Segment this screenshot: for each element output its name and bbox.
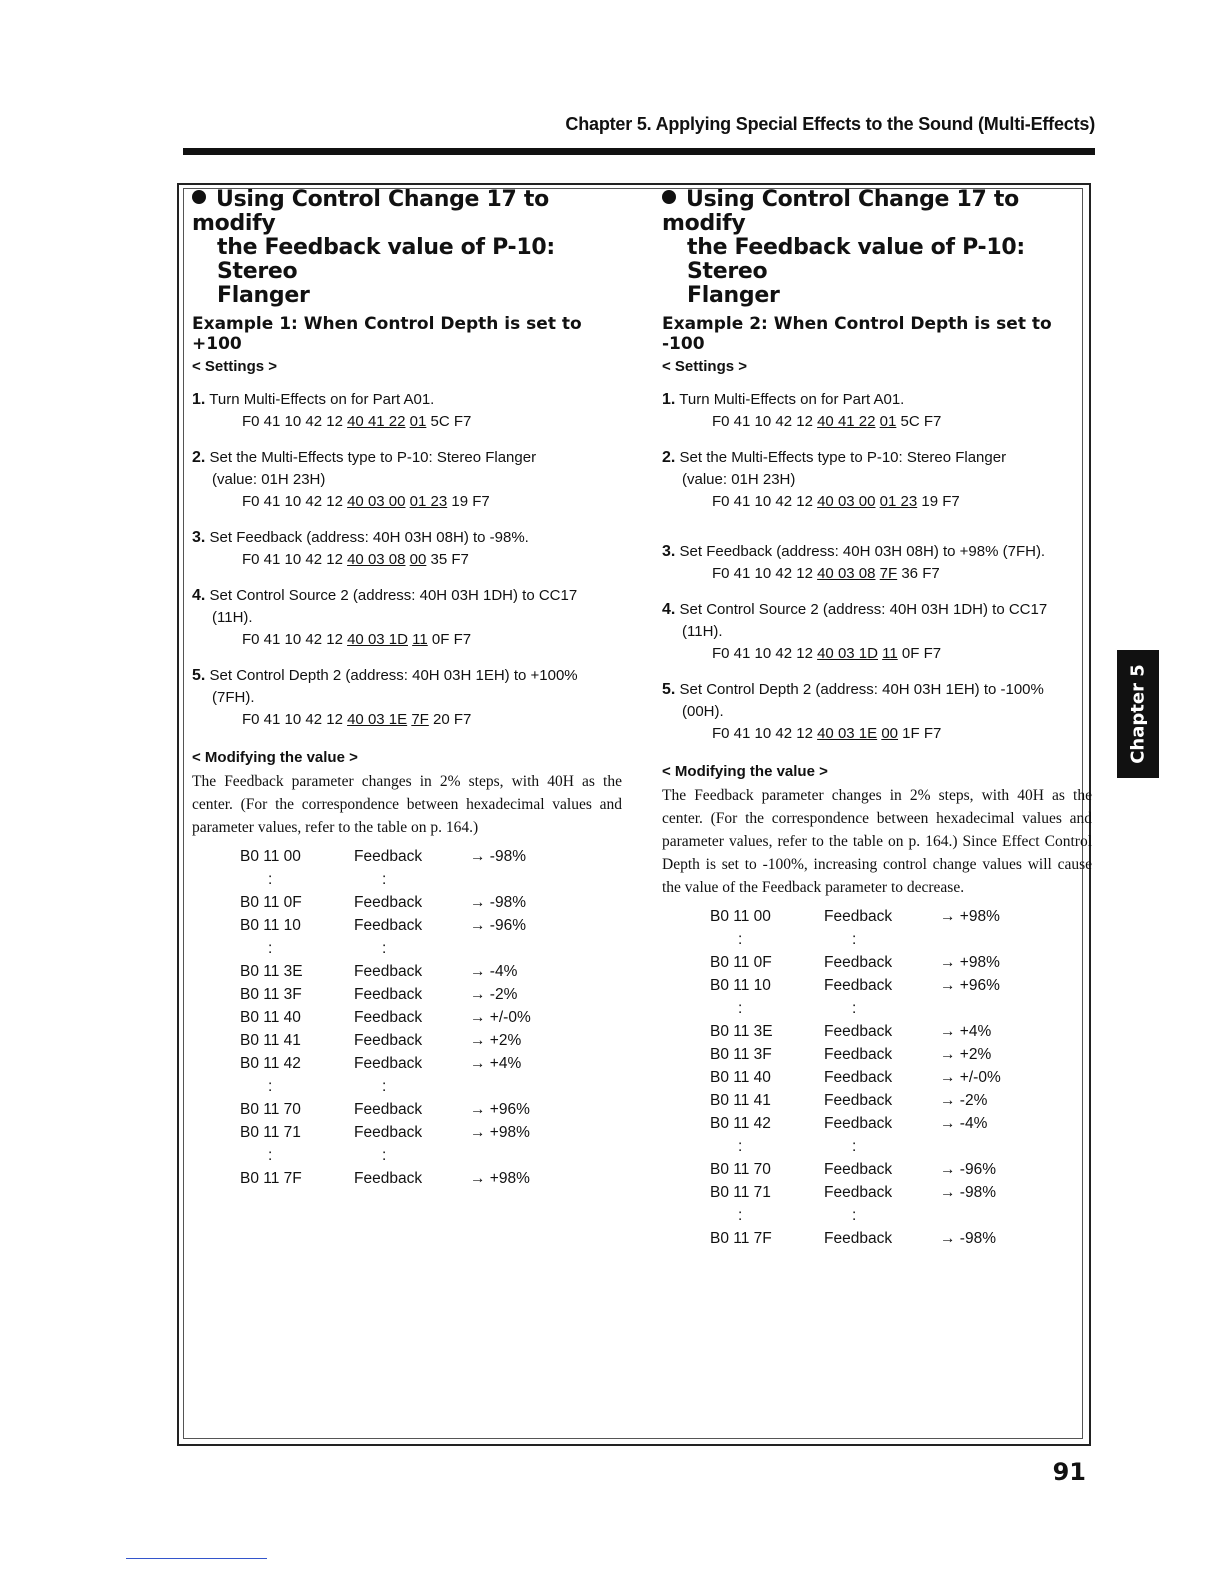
table-row	[710, 1204, 1001, 1227]
midi-message: F0 41 10 42 12 40 03 08 7F 36 F7	[712, 565, 940, 582]
midi-message: F0 41 10 42 12 40 03 1D 11 0F F7	[712, 645, 942, 662]
table-cell: B0 11 7F	[710, 1229, 772, 1247]
table-cell: → +/-0%	[470, 1008, 531, 1026]
table-cell: Feedback	[354, 893, 423, 911]
midi-message: F0 41 10 42 12 40 03 1D 11 0F F7	[242, 631, 472, 648]
bullet-icon	[192, 190, 206, 204]
table-cell: Feedback	[354, 985, 423, 1003]
table-cell: Feedback	[824, 1091, 893, 1109]
title-line: the Feedback value of P-10: Stereo	[687, 235, 1025, 284]
table-cell: Feedback	[354, 962, 423, 980]
table-cell: Feedback	[354, 1054, 423, 1072]
table-cell	[470, 1144, 531, 1167]
table-row	[710, 1181, 1001, 1204]
table-cell: → +98%	[470, 1123, 530, 1141]
table-cell: B0 11 7F	[240, 1169, 302, 1187]
table-cell: Feedback	[824, 907, 893, 925]
table-cell: :	[382, 870, 387, 888]
table-cell: Feedback	[354, 916, 423, 934]
table-row	[240, 983, 531, 1006]
table-cell	[940, 1135, 1001, 1158]
table-cell: → +98%	[940, 953, 1000, 971]
table-cell: → -96%	[940, 1160, 996, 1178]
table-cell: B0 11 41	[240, 1031, 301, 1049]
table-cell: :	[268, 1146, 273, 1164]
table-cell: B0 11 3E	[710, 1022, 773, 1040]
table-cell: B0 11 42	[710, 1114, 771, 1132]
table-cell: → +2%	[940, 1045, 992, 1063]
table-cell: Feedback	[824, 1045, 893, 1063]
table-cell: B0 11 71	[710, 1183, 771, 1201]
table-cell: → +4%	[940, 1022, 992, 1040]
table-cell: Feedback	[824, 1229, 893, 1247]
bullet-icon	[662, 190, 676, 204]
modifying-heading: < Modifying the value >	[192, 749, 358, 766]
table-cell	[470, 868, 531, 891]
table-cell: → -4%	[470, 962, 518, 980]
table-cell: Feedback	[824, 1114, 893, 1132]
table-row	[710, 1020, 1001, 1043]
table-cell: :	[852, 1206, 857, 1224]
step-1: 1. Turn Multi-Effects on for Part A01. F0 41 10 42 12 40 41 22 01 5C F7	[662, 389, 1092, 433]
table-cell: Feedback	[354, 847, 423, 865]
table-row	[240, 1121, 531, 1144]
table-cell: :	[738, 1137, 743, 1155]
title-line: Flanger	[217, 283, 310, 308]
table-cell: → +98%	[470, 1169, 530, 1187]
table-row	[240, 1075, 531, 1098]
table-cell: Feedback	[824, 1183, 893, 1201]
table-cell: B0 11 3F	[240, 985, 302, 1003]
chapter-side-tab	[1117, 650, 1159, 778]
table-row	[710, 1158, 1001, 1181]
example-subtitle: Example 2: When Control Depth is set to -100	[662, 314, 1052, 354]
section-title	[192, 188, 622, 308]
step-1: 1. Turn Multi-Effects on for Part A01. F0 41 10 42 12 40 41 22 01 5C F7	[192, 389, 622, 433]
table-cell: B0 11 70	[240, 1100, 301, 1118]
table-cell: Feedback	[824, 1022, 893, 1040]
table-cell: → -98%	[470, 847, 526, 865]
table-cell: :	[268, 1077, 273, 1095]
example-subtitle: Example 1: When Control Depth is set to +100	[192, 314, 582, 354]
title-line: Using Control Change 17 to modify	[662, 187, 1019, 236]
table-cell: Feedback	[824, 976, 893, 994]
table-cell: B0 11 71	[240, 1123, 301, 1141]
feedback-table	[240, 845, 531, 1190]
table-row	[240, 937, 531, 960]
settings-heading: < Settings >	[662, 358, 748, 375]
table-cell: Feedback	[824, 1068, 893, 1086]
midi-message: F0 41 10 42 12 40 03 08 00 35 F7	[242, 551, 469, 568]
table-cell: Feedback	[824, 1160, 893, 1178]
table-row	[240, 1144, 531, 1167]
footer-line	[126, 1558, 267, 1559]
table-row	[240, 1098, 531, 1121]
title-line: Flanger	[687, 283, 780, 308]
table-cell: B0 11 40	[240, 1008, 301, 1026]
table-cell: :	[738, 1206, 743, 1224]
modifying-heading: < Modifying the value >	[662, 763, 828, 780]
table-cell: :	[852, 930, 857, 948]
table-cell: B0 11 0F	[710, 953, 772, 971]
page-number: 91	[1052, 1458, 1086, 1486]
step-5: 5. Set Control Depth 2 (address: 40H 03H 1EH) to +100% (7FH). F0 41 10 42 12 40 03 1E 7F 20 F7	[192, 665, 622, 731]
table-cell: Feedback	[354, 1008, 423, 1026]
table-row	[710, 974, 1001, 997]
header-rule	[183, 148, 1095, 155]
table-cell: → -4%	[940, 1114, 988, 1132]
table-row	[710, 1112, 1001, 1135]
table-cell: B0 11 40	[710, 1068, 771, 1086]
table-cell: B0 11 3E	[240, 962, 303, 980]
table-cell	[470, 1075, 531, 1098]
step-3: 3. Set Feedback (address: 40H 03H 08H) to +98% (7FH). F0 41 10 42 12 40 03 08 7F 36 F7	[662, 541, 1092, 585]
table-cell: → +2%	[470, 1031, 522, 1049]
step-5: 5. Set Control Depth 2 (address: 40H 03H 1EH) to -100% (00H). F0 41 10 42 12 40 03 1E 00 1F F7	[662, 679, 1092, 745]
settings-heading: < Settings >	[192, 358, 278, 375]
table-cell: → -98%	[940, 1229, 996, 1247]
step-4: 4. Set Control Source 2 (address: 40H 03H 1DH) to CC17 (11H). F0 41 10 42 12 40 03 1D 11 0F F7	[192, 585, 622, 651]
table-cell: B0 11 70	[710, 1160, 771, 1178]
table-cell: Feedback	[354, 1123, 423, 1141]
table-cell	[470, 937, 531, 960]
left-column	[192, 188, 622, 1190]
modifying-paragraph: The Feedback parameter changes in 2% steps, with 40H as the center. (For the correspondence between hexadecimal values and parameter values, refer to the table on p. 164.) Since Effect Control Depth is set to -100%, increasing control change values will cause the value of the Feedback parameter to decrease.	[662, 787, 1092, 896]
table-cell: B0 11 10	[710, 976, 771, 994]
table-cell: Feedback	[354, 1031, 423, 1049]
table-cell: → +96%	[470, 1100, 530, 1118]
table-cell: → +4%	[470, 1054, 522, 1072]
modifying-paragraph: The Feedback parameter changes in 2% steps, with 40H as the center. (For the correspondence between hexadecimal values and parameter values, refer to the table on p. 164.)	[192, 773, 622, 836]
table-row	[710, 997, 1001, 1020]
step-2: 2. Set the Multi-Effects type to P-10: Stereo Flanger (value: 01H 23H) F0 41 10 42 12 40 03 00 01 23 19 F7	[662, 447, 1092, 513]
table-cell: → -96%	[470, 916, 526, 934]
table-row	[710, 928, 1001, 951]
midi-message: F0 41 10 42 12 40 41 22 01 5C F7	[712, 413, 942, 430]
table-row	[710, 1089, 1001, 1112]
table-cell: :	[738, 930, 743, 948]
table-row	[240, 868, 531, 891]
table-cell: B0 11 3F	[710, 1045, 772, 1063]
table-row	[710, 1066, 1001, 1089]
table-cell: :	[268, 939, 273, 957]
table-row	[710, 1135, 1001, 1158]
table-cell: B0 11 00	[240, 847, 301, 865]
table-row	[710, 951, 1001, 974]
table-cell: :	[852, 999, 857, 1017]
table-cell: B0 11 00	[710, 907, 771, 925]
feedback-table	[710, 905, 1001, 1250]
step-4: 4. Set Control Source 2 (address: 40H 03H 1DH) to CC17 (11H). F0 41 10 42 12 40 03 1D 11 0F F7	[662, 599, 1092, 665]
running-header: Chapter 5. Applying Special Effects to the Sound (Multi-Effects)	[565, 114, 1095, 134]
table-cell: → -98%	[470, 893, 526, 911]
table-cell: Feedback	[354, 1169, 423, 1187]
table-cell: :	[738, 999, 743, 1017]
table-cell: Feedback	[824, 953, 893, 971]
table-cell: :	[382, 1146, 387, 1164]
table-cell: → +/-0%	[940, 1068, 1001, 1086]
step-3: 3. Set Feedback (address: 40H 03H 08H) to -98%. F0 41 10 42 12 40 03 08 00 35 F7	[192, 527, 622, 571]
midi-message: F0 41 10 42 12 40 03 00 01 23 19 F7	[242, 493, 490, 510]
table-row	[240, 1052, 531, 1075]
midi-message: F0 41 10 42 12 40 03 1E 00 1F F7	[712, 725, 942, 742]
table-cell: :	[382, 1077, 387, 1095]
table-cell	[940, 1204, 1001, 1227]
table-cell: :	[382, 939, 387, 957]
table-cell: B0 11 0F	[240, 893, 302, 911]
table-row	[240, 1167, 531, 1190]
midi-message: F0 41 10 42 12 40 03 1E 7F 20 F7	[242, 711, 472, 728]
table-cell: → -2%	[940, 1091, 988, 1109]
table-cell	[940, 997, 1001, 1020]
table-cell: B0 11 41	[710, 1091, 771, 1109]
chapter-tab-label: Chapter 5	[1127, 664, 1149, 764]
table-row	[240, 914, 531, 937]
midi-message: F0 41 10 42 12 40 41 22 01 5C F7	[242, 413, 472, 430]
table-row	[240, 1006, 531, 1029]
table-cell: :	[852, 1137, 857, 1155]
right-column	[662, 188, 1092, 1250]
table-row	[710, 1043, 1001, 1066]
table-cell: → +98%	[940, 907, 1000, 925]
table-cell: Feedback	[354, 1100, 423, 1118]
table-row	[240, 1029, 531, 1052]
step-2: 2. Set the Multi-Effects type to P-10: Stereo Flanger (value: 01H 23H) F0 41 10 42 12 40 03 00 01 23 19 F7	[192, 447, 622, 513]
table-cell: B0 11 10	[240, 916, 301, 934]
table-cell: :	[268, 870, 273, 888]
table-row	[710, 1227, 1001, 1250]
section-title	[662, 188, 1092, 308]
midi-message: F0 41 10 42 12 40 03 00 01 23 19 F7	[712, 493, 960, 510]
table-row	[240, 960, 531, 983]
table-cell: → -98%	[940, 1183, 996, 1201]
table-cell: → +96%	[940, 976, 1000, 994]
table-cell: B0 11 42	[240, 1054, 301, 1072]
table-cell	[940, 928, 1001, 951]
table-cell: → -2%	[470, 985, 518, 1003]
table-row	[710, 905, 1001, 928]
table-row	[240, 891, 531, 914]
title-line: Using Control Change 17 to modify	[192, 187, 549, 236]
table-row	[240, 845, 531, 868]
title-line: the Feedback value of P-10: Stereo	[217, 235, 555, 284]
